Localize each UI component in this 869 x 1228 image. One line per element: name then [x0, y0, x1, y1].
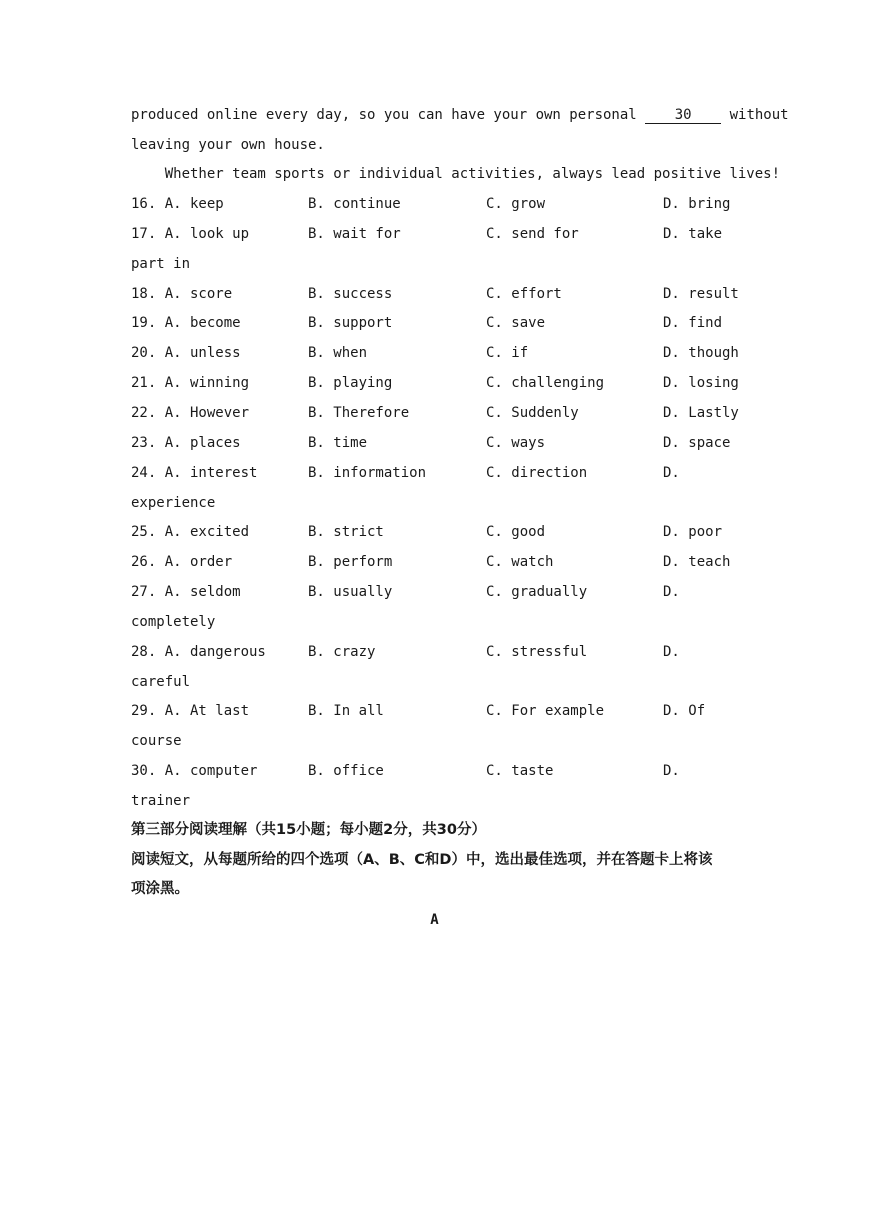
- option-a: 23. A. places: [131, 435, 241, 451]
- option-d: D. losing: [663, 375, 739, 391]
- option-d: D. space: [663, 435, 731, 451]
- option-c: C. send for: [486, 226, 579, 242]
- passage-label: A: [430, 912, 439, 928]
- option-a: 26. A. order: [131, 554, 233, 570]
- section-instruction-line-1: 阅读短文，从每题所给的四个选项（A、B、C和D）中，选出最佳选项，并在答题卡上将该: [131, 852, 713, 868]
- option-b: B. crazy: [308, 644, 376, 660]
- option-d: D. find: [663, 315, 723, 331]
- option-b: B. wait for: [308, 226, 401, 242]
- question-row: [0, 702, 869, 720]
- option-b: B. perform: [308, 554, 393, 570]
- question-row: [0, 285, 869, 303]
- option-a: 21. A. winning: [131, 375, 250, 391]
- option-a: 19. A. become: [131, 315, 241, 331]
- question-row: [0, 583, 869, 601]
- option-d: D. take: [663, 226, 723, 242]
- passage-line-3: Whether team sports or individual activities, always lead positive lives!: [131, 166, 781, 182]
- passage-line-2: leaving your own house.: [131, 137, 325, 153]
- question-row: [0, 314, 869, 332]
- option-b: B. office: [308, 763, 384, 779]
- option-a: 22. A. However: [131, 405, 250, 421]
- option-c: C. gradually: [486, 584, 588, 600]
- option-d-continuation: careful: [131, 674, 191, 690]
- question-row: [0, 464, 869, 482]
- option-d: D.: [663, 584, 680, 600]
- option-c: C. stressful: [486, 644, 588, 660]
- option-c: C. Suddenly: [486, 405, 579, 421]
- section-instruction-line-2: 项涂黑。: [131, 881, 189, 897]
- option-b: B. when: [308, 345, 368, 361]
- option-d: D. teach: [663, 554, 731, 570]
- option-b: B. Therefore: [308, 405, 410, 421]
- option-a: 29. A. At last: [131, 703, 250, 719]
- section-heading: 第三部分阅读理解（共15小题；每小题2分，共30分）: [131, 822, 486, 838]
- question-row: [0, 344, 869, 362]
- option-d: D. result: [663, 286, 739, 302]
- question-row: [0, 195, 869, 213]
- option-c: C. good: [486, 524, 546, 540]
- option-c: C. effort: [486, 286, 562, 302]
- option-c: C. save: [486, 315, 546, 331]
- option-a: 20. A. unless: [131, 345, 241, 361]
- answer-blank-30: 30: [645, 108, 721, 124]
- option-c: C. challenging: [486, 375, 605, 391]
- question-row: [0, 404, 869, 422]
- option-a: 17. A. look up: [131, 226, 250, 242]
- question-row: [0, 225, 869, 243]
- option-c: C. taste: [486, 763, 554, 779]
- option-d-continuation: course: [131, 733, 182, 749]
- option-b: B. support: [308, 315, 393, 331]
- option-c: C. direction: [486, 465, 588, 481]
- question-row: [0, 762, 869, 780]
- option-a: 25. A. excited: [131, 524, 250, 540]
- option-b: B. continue: [308, 196, 401, 212]
- option-c: C. ways: [486, 435, 546, 451]
- option-d-continuation: trainer: [131, 793, 191, 809]
- option-b: B. information: [308, 465, 427, 481]
- option-b: B. time: [308, 435, 368, 451]
- option-c: C. watch: [486, 554, 554, 570]
- passage-text: produced online every day, so you can have your own personal: [131, 107, 646, 123]
- option-d-continuation: experience: [131, 495, 216, 511]
- option-d: D. bring: [663, 196, 731, 212]
- option-c: C. For example: [486, 703, 605, 719]
- option-a: 16. A. keep: [131, 196, 224, 212]
- question-row: [0, 523, 869, 541]
- option-b: B. success: [308, 286, 393, 302]
- option-a: 24. A. interest: [131, 465, 258, 481]
- option-a: 28. A. dangerous: [131, 644, 266, 660]
- option-d-continuation: completely: [131, 614, 216, 630]
- option-d: D. poor: [663, 524, 723, 540]
- option-b: B. playing: [308, 375, 393, 391]
- option-a: 30. A. computer: [131, 763, 258, 779]
- option-d: D.: [663, 644, 680, 660]
- option-a: 27. A. seldom: [131, 584, 241, 600]
- option-b: B. In all: [308, 703, 384, 719]
- option-d: D. though: [663, 345, 739, 361]
- question-row: [0, 374, 869, 392]
- passage-line-1: [131, 106, 789, 124]
- question-row: [0, 553, 869, 571]
- option-d: D. Of: [663, 703, 706, 719]
- question-row: [0, 434, 869, 452]
- question-row: [0, 643, 869, 661]
- option-d: D.: [663, 763, 680, 779]
- option-b: B. usually: [308, 584, 393, 600]
- option-b: B. strict: [308, 524, 384, 540]
- option-d-continuation: part in: [131, 256, 191, 272]
- option-c: C. if: [486, 345, 529, 361]
- option-d: D. Lastly: [663, 405, 739, 421]
- option-a: 18. A. score: [131, 286, 233, 302]
- option-d: D.: [663, 465, 680, 481]
- passage-text: without: [721, 107, 789, 123]
- option-c: C. grow: [486, 196, 546, 212]
